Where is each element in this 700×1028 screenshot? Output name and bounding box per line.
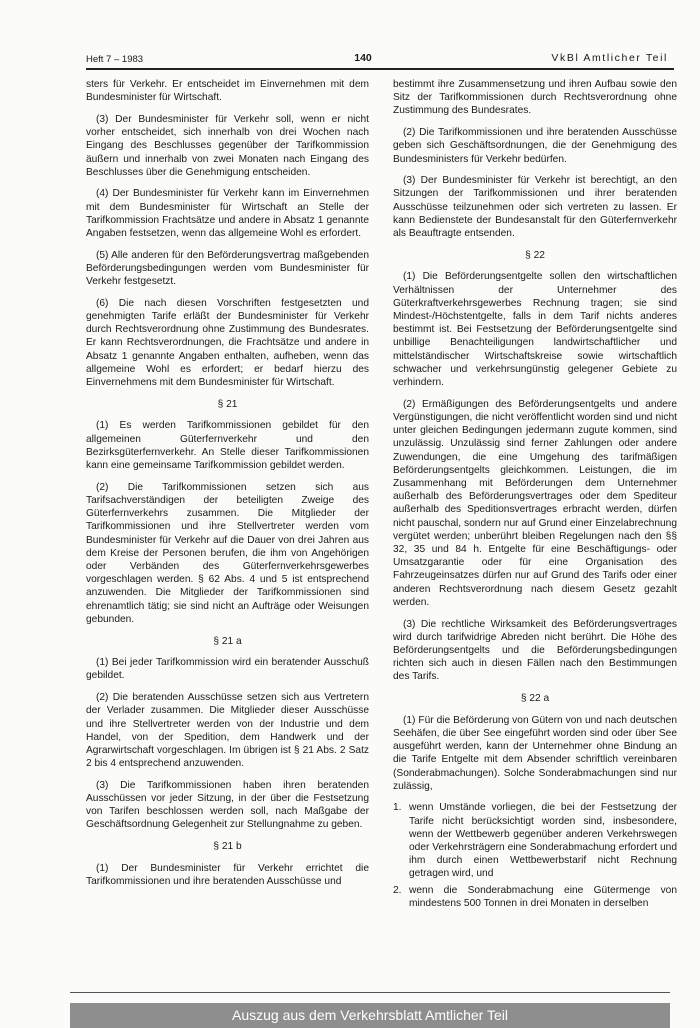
page-header — [86, 52, 668, 66]
paragraph: (1) Die Beförderungsentgelte sollen den wirtschaftlichen Verhältnissen der Unternehmer des Güterkraftverkehrsgewerbes Rechnung tragen; sie sind Mindest-/Höchstentgelte, falls in dem Tarif nichts anderes bestimmt ist. Bei Festsetzung der Beförderungsentgelte sind unbillige Benachteiligungen landwirtschaftlicher und mittelständischer Wirtschaftskreise sowie wirtschaftlich schwacher und verkehrsungünstig gelegener Gebiete zu verhindern. — [393, 271, 677, 389]
list-item — [393, 884, 677, 910]
paragraph: (3) Der Bundesminister für Verkehr soll, wenn er nicht vorher entscheidet, sich innerhalb von drei Wochen nach Eingang des Beschlusses gegenüber der Tarifkommission äußern und innerhalb von zwei Monaten nach Eingang des Beschlusses über die Genehmigung entscheiden. — [86, 113, 369, 178]
footer-rule — [70, 992, 670, 993]
paragraph: (2) Die Tarifkommissionen setzen sich aus Tarifsachverständigen der beteiligten Zweige des Güterfernverkehrs zusammen. Die Mitglieder der Tarifkommissionen und ihre Stellvertreter werden vom Bundesminister für Verkehr auf die Dauer von drei Jahren aus dem Kreise der Personen berufen, die ihm von Angehörigen oder Verbänden des Güterfernverkehrsgewerbes vorgeschlagen werden. § 62 Abs. 4 und 5 ist entsprechend anzuwenden. Die Mitglieder der Tarifkommissionen sind ehrenamtlich tätig; sie sind nicht an Aufträge oder Weisungen gebunden. — [86, 481, 369, 625]
section-heading: § 22 — [525, 249, 545, 261]
numbered-list — [393, 801, 677, 910]
paragraph: (1) Es werden Tarifkommissionen gebildet für den allgemeinen Güterfernverkehr und den Bezirksgüterfernverkehr. An Stelle dieser Tarifkommissionen kann eine gemeinsame Tarifkommission gebildet werden. — [86, 420, 369, 472]
issue-label: Heft 7 – 1983 — [86, 54, 144, 65]
list-number: 2. — [393, 884, 402, 896]
paragraph: (1) Bei jeder Tarifkommission wird ein beratender Ausschuß gebildet. — [86, 657, 369, 682]
paragraph: (6) Die nach diesen Vorschriften festgesetzten und genehmigten Tarife erläßt der Bundesminister für Verkehr durch Rechtsverordnung ohne Zustimmung des Bundesrates. Er kann Rechtsverordnungen, die Frachtsätze und andere in Absatz 1 genannte Angaben enthalten, aufheben, wenn das allgemeine Wohl es erfordert; er bedarf hierzu des Einvernehmens mit dem Bundesminister für Wirtschaft. — [86, 297, 369, 389]
paragraph: (2) Die beratenden Ausschüsse setzen sich aus Vertretern der Verlader zusammen. Die Mitglieder dieser Ausschüsse und ihre Stellvertreter werden von der Industrie und dem Handel, von der Spedition, dem Handwerk und der Agrarwirtschaft vorgeschlagen. Im übrigen ist § 21 Abs. 2 Satz 2 bis 4 entsprechend anzuwenden. — [86, 692, 369, 770]
list-number: 1. — [393, 802, 402, 814]
paragraph: (2) Die Tarifkommissionen und ihre beratenden Ausschüsse geben sich Geschäftsordnungen, die der Genehmigung des Bundesministers für Verkehr bedürfen. — [393, 127, 677, 165]
paragraph: (3) Der Bundesminister für Verkehr ist berechtigt, an den Sitzungen der Tarifkommissionen und ihrer beratenden Ausschüsse teilzunehmen oder sich vertreten zu lassen. Er kann Bedienstete der Bundesanstalt für den Güterfernverkehr als Beauftragte entsenden. — [393, 175, 677, 240]
paragraph: (3) Die Tarifkommissionen haben ihren beratenden Ausschüssen vor jeder Sitzung, in der über die Festsetzung von Tarifen beschlossen werden soll, nach Maßgabe der Geschäftsordnung Gelegenheit zur Stellungnahme zu geben. — [86, 779, 369, 831]
section-heading: § 22 a — [520, 693, 550, 705]
paragraph: (2) Ermäßigungen des Beförderungsentgelts und andere Vergünstigungen, die nicht veröffentlicht worden sind und nicht unter gleichen Bedingungen jedermann zugute kommen, sind unzulässig. Unzulässig sind ferner Zahlungen oder andere Zuwendungen, die eine Umgehung des tarifmäßigen Beförderungsentgelts gleichkommen. Leistungen, die im Zusammenhang mit Beförderungen dem Unternehmer außerhalb des Beförderungsvertrages oder dem Spediteur außerhalb des Speditionsvertrages erbracht werden, dürfen nicht pauschal, sondern nur auf Grund einer Einzelabrechnung vergütet werden; unberührt bleiben Regelungen nach den §§ 32, 35 und 84 h. Entgelte für eine Beschäftigungs- oder Umsatzgarantie oder für eine Organisation des Fahrzeugeinsatzes dürfen nur auf Grund des Tarifs oder einer anderen Rechtsverordnung nach diesem Gesetz gezahlt werden. — [393, 398, 677, 608]
paragraph: (3) Die rechtliche Wirksamkeit des Beförderungsvertrages wird durch tarifwidrige Abreden nicht berührt. Die Höhe des Beförderungsentgelts und die Beförderungsbedingungen richten sich auch in diesen Fällen nach den Bestimmungen des Tarifs. — [393, 618, 677, 683]
footer-banner: Auszug aus dem Verkehrsblatt Amtlicher Teil — [70, 1003, 670, 1028]
header-rule — [86, 68, 674, 70]
section-heading: § 21 b — [213, 841, 242, 853]
list-text: wenn Umstände vorliegen, die bei der Festsetzung der Tarife nicht berücksichtigt worden sind, insbesondere, wenn der Wettbewerb gegenüber anderen Verkehrswegen oder Verkehrsträgern eine Sonderabmachung erfordert und ihm durch einen Wettbewerbstarif nicht Rechnung getragen wird, und — [409, 802, 677, 880]
page-number: 140 — [354, 52, 372, 64]
section-heading: § 21 — [217, 398, 238, 410]
paragraph: (1) Der Bundesminister für Verkehr errichtet die Tarifkommissionen und ihre beratenden Ausschüsse und — [86, 862, 369, 888]
paragraph: (4) Der Bundesminister für Verkehr kann im Einvernehmen mit dem Bundesminister für Wirtschaft an Stelle der Tarifkommission Frachtsätze und andere in Absatz 1 genannte Angaben festsetzen, wenn das allgemeine Wohl es erfordert. — [86, 188, 369, 240]
left-column — [86, 78, 369, 897]
paragraph: bestimmt ihre Zusammensetzung und ihren Aufbau sowie den Sitz der Tarifkommissionen durch Rechtsverordnung ohne Zustimmung des Bundesrates. — [393, 79, 677, 117]
paragraph: (5) Alle anderen für den Beförderungsvertrag maßgebenden Beförderungsbedingungen werden vom Bundesminister für Verkehr festgesetzt. — [86, 249, 369, 288]
publication-title: VkBl Amtlicher Teil — [551, 52, 668, 64]
section-heading: § 21 a — [213, 635, 242, 647]
paragraph: sters für Verkehr. Er entscheidet im Einvernehmen mit dem Bundesminister für Wirtschaft. — [86, 79, 369, 104]
list-item — [393, 801, 677, 880]
right-column — [393, 78, 677, 913]
paragraph: (1) Für die Beförderung von Gütern von und nach deutschen Seehäfen, die über See eingeführt worden sind oder über See ausgeführt werden, kann der Unternehmer ohne Bindung an die Tarife Entgelte mit dem Absender schriftlich vereinbaren (Sonderabmachungen). Solche Sonderabmachungen sind nur zulässig, — [393, 714, 677, 792]
list-text: wenn die Sonderabmachung eine Gütermenge von mindestens 500 Tonnen in drei Monaten in derselben — [409, 884, 677, 909]
